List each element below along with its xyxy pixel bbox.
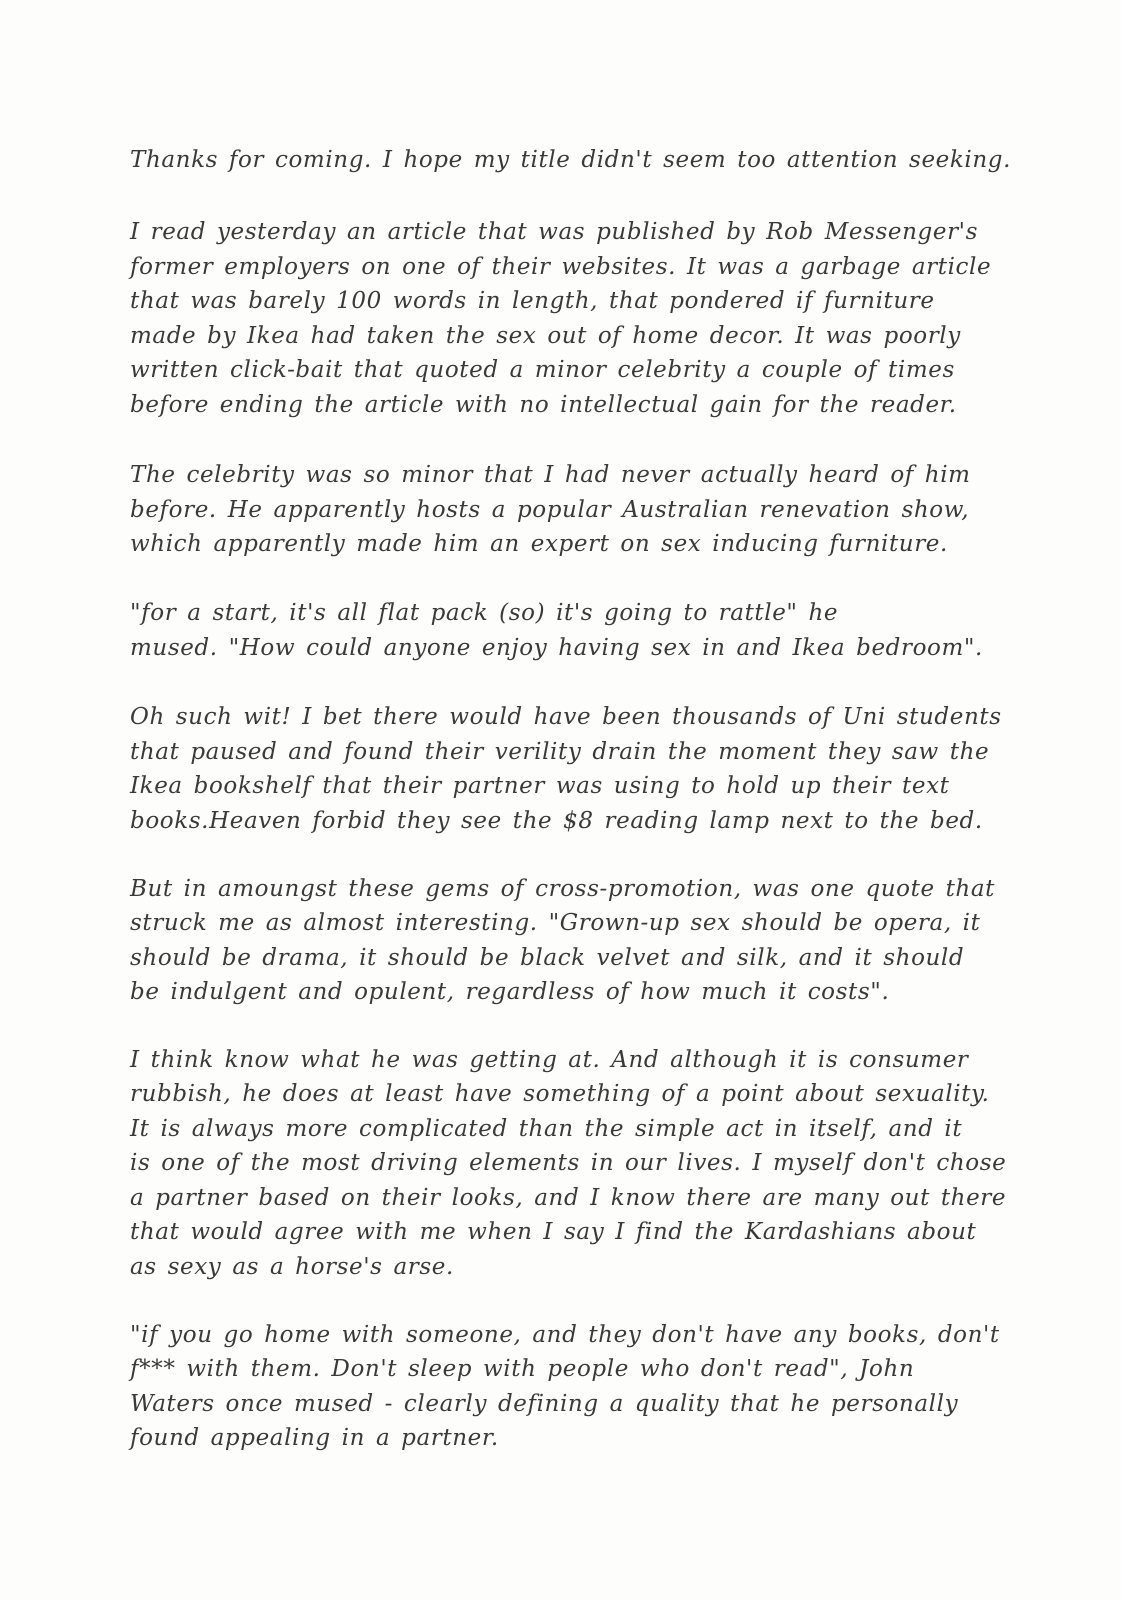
paragraph-3-line-1: The celebrity was so minor that I had never actually heard of him xyxy=(130,462,971,488)
paragraph-3-line-2: before. He apparently hosts a popular Australian renevation show, xyxy=(130,497,970,523)
paragraph-7-line-3: It is always more complicated than the simple act in itself, and it xyxy=(130,1116,963,1142)
paragraph-6-line-4: be indulgent and opulent, regardless of how much it costs". xyxy=(130,979,890,1005)
paragraph-5-line-4: books.Heaven forbid they see the $8 reading lamp next to the bed. xyxy=(130,808,983,834)
paragraph-3-line-3: which apparently made him an expert on sex inducing furniture. xyxy=(130,531,948,557)
paragraph-2-line-2: former employers on one of their websites. It was a garbage article xyxy=(130,254,992,280)
paragraph-6-line-3: should be drama, it should be black velvet and silk, and it should xyxy=(130,945,965,971)
paragraph-1-line-1: Thanks for coming. I hope my title didn't seem too attention seeking. xyxy=(130,147,1012,173)
paragraph-7-line-4: is one of the most driving elements in our lives. I myself don't chose xyxy=(130,1150,1007,1176)
paragraph-2-line-3: that was barely 100 words in length, that pondered if furniture xyxy=(130,288,935,314)
paragraph-6-line-2: struck me as almost interesting. "Grown-up sex should be opera, it xyxy=(130,910,981,936)
paragraph-2-line-4: made by Ikea had taken the sex out of home decor. It was poorly xyxy=(130,323,961,349)
paragraph-7-line-2: rubbish, he does at least have something of a point about sexuality. xyxy=(130,1081,990,1107)
paragraph-4-line-1: "for a start, it's all flat pack (so) it's going to rattle" he xyxy=(130,600,839,626)
paragraph-2-line-1: I read yesterday an article that was published by Rob Messenger's xyxy=(130,219,978,245)
paragraph-2-line-6: before ending the article with no intellectual gain for the reader. xyxy=(130,392,957,418)
paragraph-5-line-2: that paused and found their verility drain the moment they saw the xyxy=(130,739,990,765)
paragraph-8-line-4: found appealing in a partner. xyxy=(130,1425,499,1451)
paragraph-7-line-5: a partner based on their looks, and I know there are many out there xyxy=(130,1185,1007,1211)
paragraph-7-line-6: that would agree with me when I say I find the Kardashians about xyxy=(130,1219,977,1245)
paragraph-5-line-3: Ikea bookshelf that their partner was using to hold up their text xyxy=(130,773,950,799)
paragraph-5-line-1: Oh such wit! I bet there would have been thousands of Uni students xyxy=(130,704,1002,730)
paragraph-4-line-2: mused. "How could anyone enjoy having sex in and Ikea bedroom". xyxy=(130,635,983,661)
paragraph-6-line-1: But in amoungst these gems of cross-promotion, was one quote that xyxy=(130,876,996,902)
paragraph-8-line-3: Waters once mused - clearly defining a quality that he personally xyxy=(130,1391,959,1417)
paragraph-8-line-2: f*** with them. Don't sleep with people who don't read", John xyxy=(130,1356,915,1382)
paragraph-2-line-5: written click-bait that quoted a minor celebrity a couple of times xyxy=(130,357,955,383)
paragraph-7-line-1: I think know what he was getting at. And although it is consumer xyxy=(130,1047,969,1073)
paragraph-8-line-1: "if you go home with someone, and they don't have any books, don't xyxy=(130,1322,1000,1348)
paragraph-7-line-7: as sexy as a horse's arse. xyxy=(130,1254,454,1280)
